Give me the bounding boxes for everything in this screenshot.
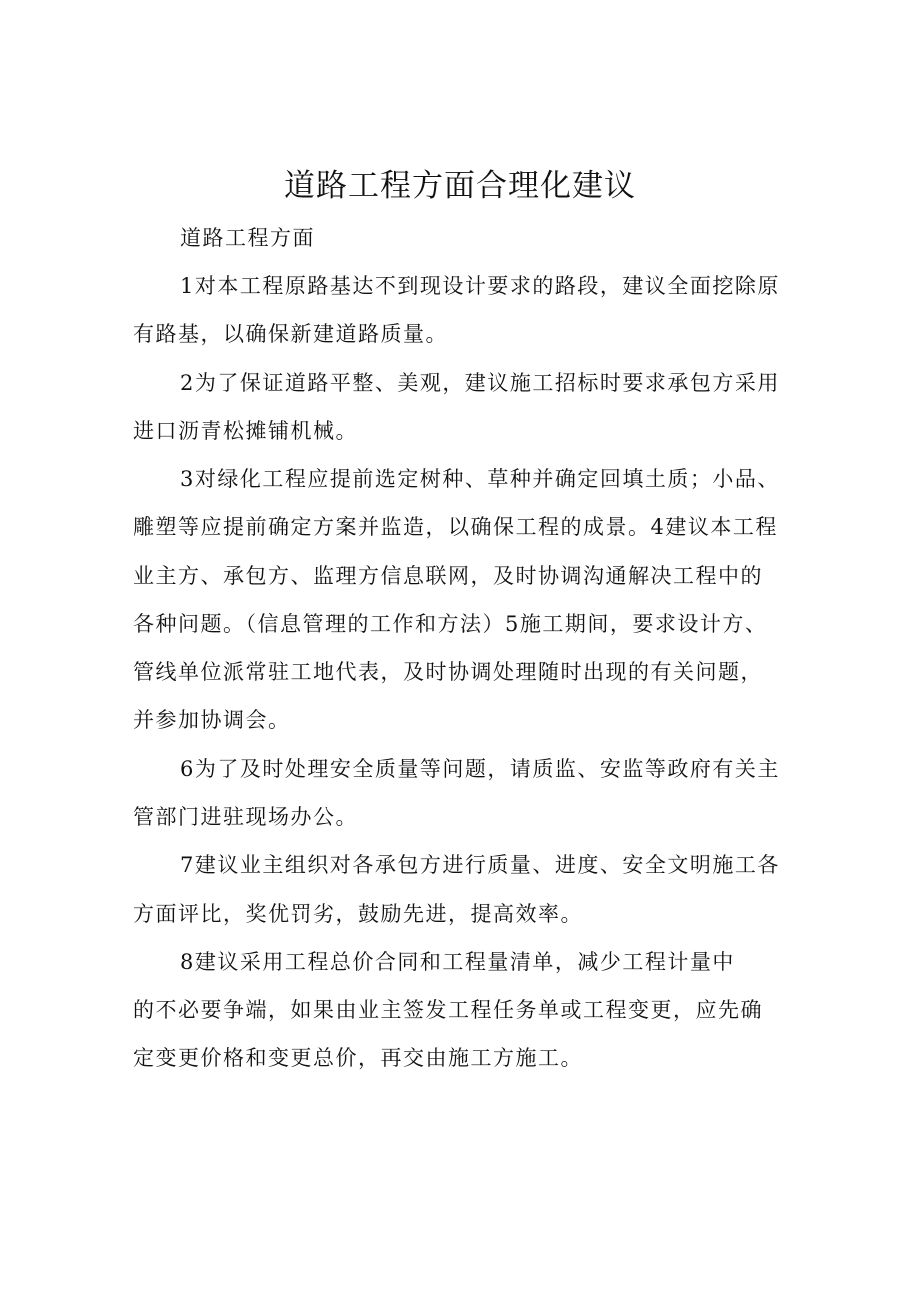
paragraph-line: 方面评比，奖优罚劣，鼓励先进，提高效率。 <box>133 902 583 926</box>
paragraph-line: 定变更价格和变更总价，再交由施工方施工。 <box>133 1046 583 1070</box>
paragraph-line: 的不必要争端，如果由业主签发工程任务单或工程变更，应先确 <box>133 998 763 1022</box>
paragraph-line: 业主方、承包方、监理方信息联网，及时协调沟通解决工程中的 <box>133 564 763 588</box>
paragraph-line: 1对本工程原路基达不到现设计要求的路段，建议全面挖除原 <box>180 274 780 298</box>
paragraph-line: 8建议采用工程总价合同和工程量清单，减少工程计量中 <box>180 950 735 974</box>
paragraph-line: 并参加协调会。 <box>133 708 291 732</box>
paragraph-line: 2为了保证道路平整、美观，建议施工招标时要求承包方采用 <box>180 371 780 395</box>
paragraph-line: 有路基，以确保新建道路质量。 <box>133 322 448 346</box>
paragraph-line: 雕塑等应提前确定方案并监造，以确保工程的成景。4建议本工程 <box>133 515 778 539</box>
paragraph-line: 各种问题。（信息管理的工作和方法）5施工期间，要求设计方、 <box>133 612 768 636</box>
paragraph-line: 进口沥青松摊铺机械。 <box>133 419 358 443</box>
paragraph-line: 6为了及时处理安全质量等问题，请质监、安监等政府有关主 <box>180 757 780 781</box>
section-heading: 道路工程方面 <box>180 226 315 250</box>
paragraph-line: 管线单位派常驻工地代表，及时协调处理随时出现的有关问题， <box>133 660 763 684</box>
document-title: 道路工程方面合理化建议 <box>284 168 636 204</box>
paragraph-line: 管部门进驻现场办公。 <box>133 805 358 829</box>
paragraph-line: 7建议业主组织对各承包方进行质量、进度、安全文明施工各 <box>180 853 780 877</box>
paragraph-line: 3对绿化工程应提前选定树种、草种并确定回填土质；小品、 <box>180 467 780 491</box>
